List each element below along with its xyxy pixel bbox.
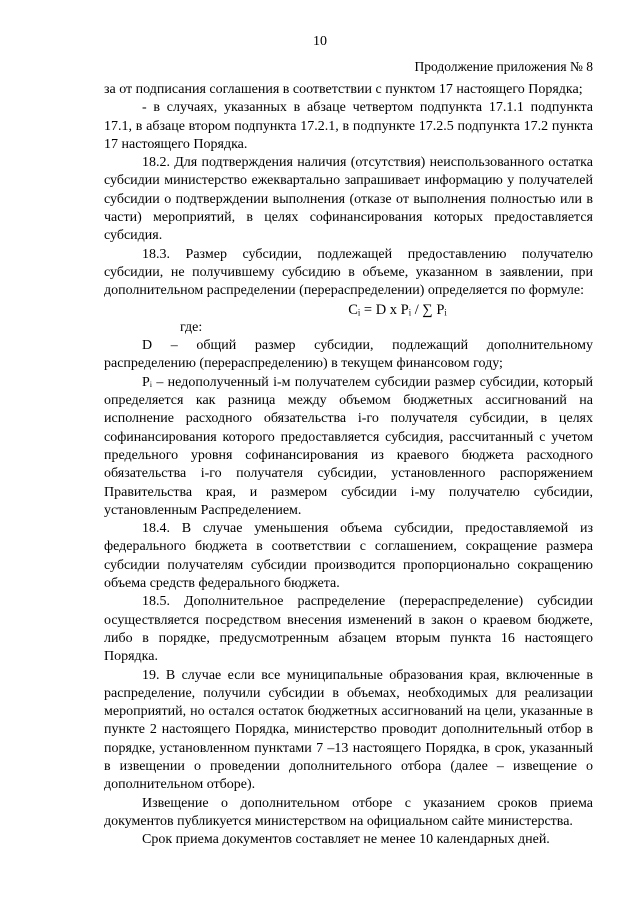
document-body xyxy=(104,81,593,849)
paragraph-18-4: 18.4. В случае уменьшения объема субсидии, предоставляемой из федерального бюджета в соответствии с соглашением, сокращение размера субсидии получателям субсидии производится пропорционально сокращению объема средств федерального бюджета. xyxy=(104,521,593,592)
appendix-continuation-label: Продолжение приложения № 8 xyxy=(414,59,593,74)
definition-pi: Pᵢ – недополученный i-м получателем субсидии размер субсидии, который определяется как разница между объемом бюджетных ассигнований на исполнение расходного обязательства i-го получателя субсидии, в целях софинансирования которого предоставляется субсидия, рассчитанный с учетом предельного уровня софинансирования из краевого бюджета расходного обязательства i-го получателя субсидии, установленного распоряжением Правительства края, и размером субсидии i-му получателю субсидии, установленным Распределением. xyxy=(104,374,593,518)
paragraph-18-3: 18.3. Размер субсидии, подлежащей предоставлению получателю субсидии, не получившему субсидию в объеме, указанном в заявлении, при дополнительном распределении (перераспределении) определяется по формуле: xyxy=(104,246,593,299)
paragraph-18-5: 18.5. Дополнительное распределение (перераспределение) субсидии осуществляется посредством внесения изменений в закон о краевом бюджете, либо в порядке, предусмотренным абзацем вторым пункта 16 настоящего Порядка. xyxy=(104,594,593,665)
paragraph-19: 19. В случае если все муниципальные образования края, включенные в распределение, получили субсидии в объемах, необходимых для реализации мероприятий, но остался остаток бюджетных ассигнований на цели, указанные в пункте 2 настоящего Порядка, министерство проводит дополнительный отбор в порядке, установленном пунктами 7 –13 настоящего Порядка, в срок, указанный в извещении о проведении дополнительного отбора (далее – извещение о дополнительном отборе). xyxy=(104,667,593,793)
page-number: 10 xyxy=(313,34,327,49)
formula-where-label: где: xyxy=(180,319,203,335)
definition-d: D – общий размер субсидии, подлежащий дополнительному распределению (перераспределению) в текущем финансовом году; xyxy=(104,338,593,372)
paragraph-list-item: - в случаях, указанных в абзаце четвертом подпункта 17.1.1 подпункта 17.1, в абзаце втором подпункта 17.2.1, в подпункте 17.2.5 подпункта 17.2 пункта 17 настоящего Порядка. xyxy=(104,100,593,152)
paragraph-18-2: 18.2. Для подтверждения наличия (отсутствия) неиспользованного остатка субсидии министерство ежеквартально запрашивает информацию у получателей субсидии о подтверждении выполнения (отказе от выполнения полностью или в части) мероприятий, в целях софинансирования которых предоставляется субсидия. xyxy=(104,155,593,244)
subsidy-formula: Cᵢ = D x Pᵢ / ∑ Pᵢ xyxy=(348,301,447,318)
paragraph-continuation: за от подписания соглашения в соответствии с пунктом 17 настоящего Порядка; xyxy=(104,82,583,97)
paragraph-notice: Извещение о дополнительном отборе с указанием сроков приема документов публикуется министерством на официальном сайте министерства. xyxy=(104,795,593,829)
paragraph-deadline: Срок приема документов составляет не менее 10 календарных дней. xyxy=(142,832,550,848)
